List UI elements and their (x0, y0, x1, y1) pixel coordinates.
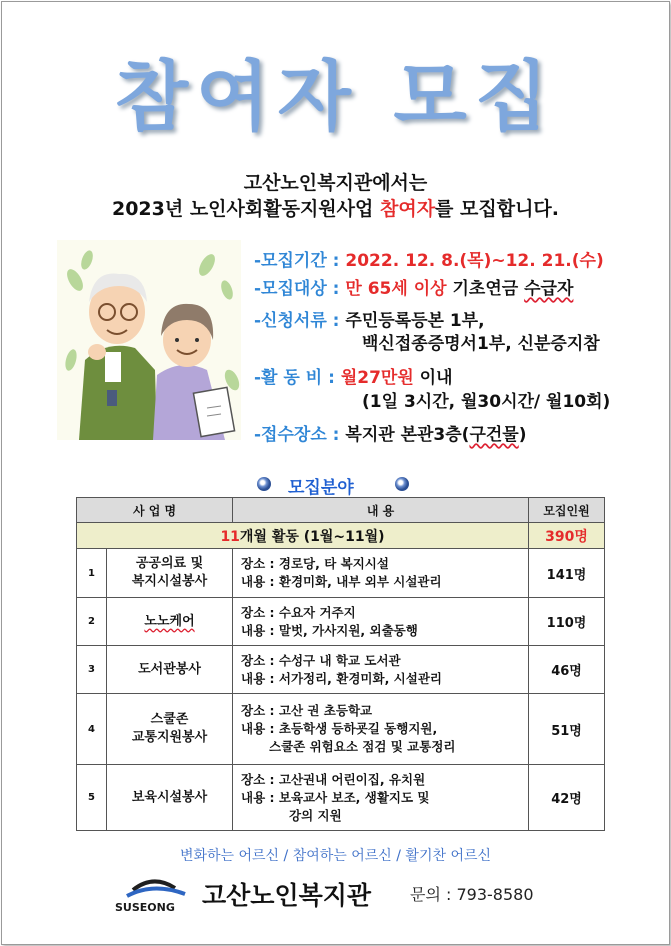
row-detail: 장소 : 수성구 내 학교 도서관 내용 : 서가정리, 환경미화, 시설관리 (233, 646, 529, 694)
org-name: 고산노인복지관 (202, 881, 372, 910)
table-row (77, 549, 605, 598)
info-target (254, 278, 573, 300)
row-count: 42명 (529, 765, 605, 831)
info-period (254, 250, 604, 272)
header-content: 내 용 (233, 498, 529, 523)
table-row (77, 694, 605, 765)
row-number: 3 (77, 646, 107, 694)
intro-line-1: 고산노인복지관에서는 (243, 172, 428, 194)
pay-line-2: (1일 3시간, 월30시간/ 월10회) (362, 392, 611, 412)
row-detail: 장소 : 수요자 거주지 내용 : 말벗, 가사지원, 외출동행 (233, 598, 529, 646)
bullet-circle-icon (257, 477, 271, 491)
row-count: 141명 (529, 549, 605, 598)
row-count: 51명 (529, 694, 605, 765)
table-row (77, 765, 605, 831)
row-number: 5 (77, 765, 107, 831)
row-name: 도서관봉사 (107, 646, 233, 694)
docs-label: -신청서류 : (254, 311, 340, 331)
row-name: 보육시설봉사 (107, 765, 233, 831)
header-count: 모집인원 (529, 498, 605, 523)
fields-heading: 모집분야 (288, 478, 354, 498)
row-name: 스쿨존 교통지원봉사 (107, 694, 233, 765)
place-value: 복지관 본관3층(구건물) (345, 425, 527, 445)
recruitment-table (76, 497, 605, 831)
intro-line-2 (0, 194, 671, 221)
suseong-logo (113, 874, 203, 914)
intro-program: 2023년 노인사회활동지원사업 (111, 198, 374, 220)
docs-line-2: 백신접종증명서1부, 신분증지참 (362, 334, 600, 354)
target-highlight: 만 65세 이상 (345, 279, 447, 299)
target-label: -모집대상 : (254, 279, 340, 299)
header-project: 사 업 명 (77, 498, 233, 523)
table-row (77, 646, 605, 694)
page-title: 참여자 모집 (114, 52, 557, 141)
total-count: 390명 (529, 523, 605, 549)
period-label: -모집기간 : (254, 251, 340, 271)
row-number: 1 (77, 549, 107, 598)
period-value: 2022. 12. 8.(목)~12. 21.(수) (345, 251, 604, 271)
intro-highlight: 참여자 (379, 198, 436, 220)
pay-rest: 이내 (419, 368, 453, 388)
place-label: -접수장소 : (254, 425, 340, 445)
seniors-illustration (57, 240, 241, 440)
row-detail: 장소 : 경로당, 타 복지시설 내용 : 환경미화, 내부 외부 시설관리 (233, 549, 529, 598)
row-name: 노노케어 (107, 598, 233, 646)
row-detail: 장소 : 고산 권 초등학교 내용 : 초등학생 등하굣길 동행지원, 스쿨존 위험요소 점검 및 교통정리 (233, 694, 529, 765)
pay-label: -활 동 비 : (254, 368, 335, 388)
info-place (254, 424, 527, 446)
target-rest: 기초연금 (452, 279, 525, 299)
row-number: 4 (77, 694, 107, 765)
table-row (77, 598, 605, 646)
docs-line-1: 주민등록등본 1부, (345, 311, 485, 331)
bullet-circle-icon (395, 477, 409, 491)
info-pay (254, 367, 453, 389)
total-row (77, 523, 605, 549)
pay-highlight: 월27만원 (340, 368, 414, 388)
total-label: 11개월 활동 (1월~11월) (77, 523, 529, 549)
row-name: 공공의료 및 복지시설봉사 (107, 549, 233, 598)
intro-suffix: 를 모집합니다. (435, 198, 560, 220)
table-header-row (77, 498, 605, 523)
target-rest-2: 수급자 (524, 279, 574, 299)
row-count: 46명 (529, 646, 605, 694)
slogan: 변화하는 어르신 / 참여하는 어르신 / 활기찬 어르신 (179, 848, 492, 864)
row-detail: 장소 : 고산권내 어린이집, 유치원 내용 : 보육교사 보조, 생활지도 및 강의 지원 (233, 765, 529, 831)
row-number: 2 (77, 598, 107, 646)
logo-text: SUSEONG (115, 901, 175, 914)
row-count: 110명 (529, 598, 605, 646)
info-docs (254, 310, 485, 332)
contact-phone: 문의 : 793-8580 (410, 885, 534, 904)
